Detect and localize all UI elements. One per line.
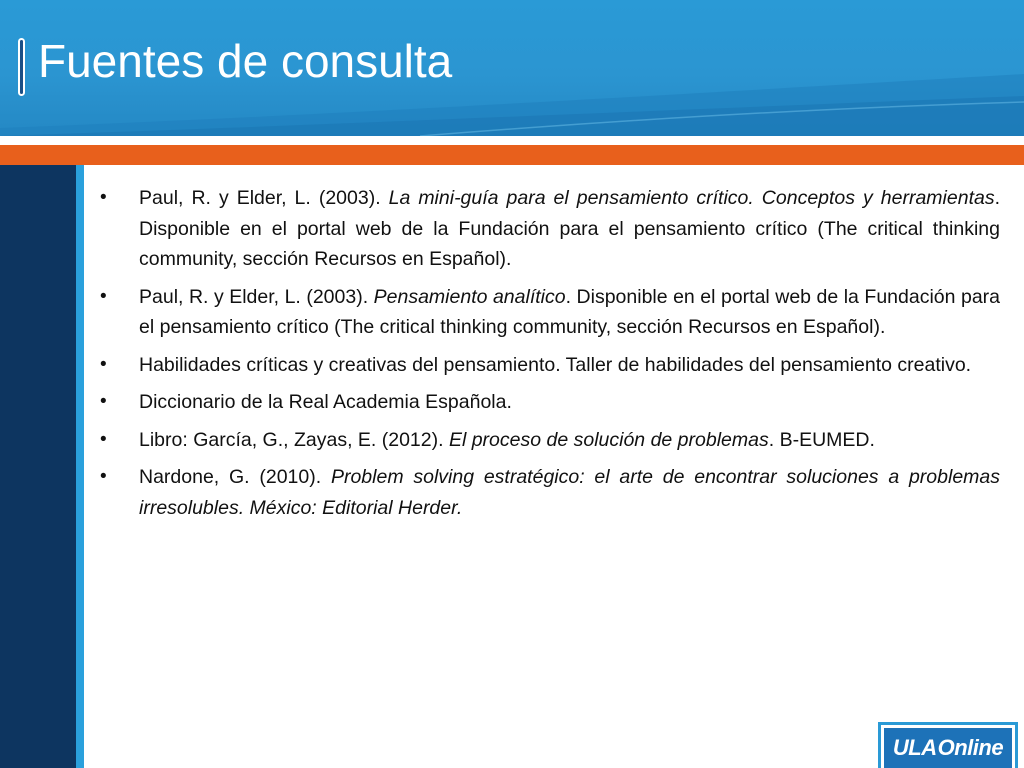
reference-list <box>100 183 1000 523</box>
reference-item <box>100 462 1000 523</box>
reference-title: Pensamiento analítico <box>373 285 566 308</box>
header-banner <box>0 0 1024 136</box>
logo-mark: ULA <box>892 735 937 760</box>
sidebar-navy-stripe <box>0 165 76 768</box>
bullet-marker: • <box>100 285 107 307</box>
bullet-marker: • <box>100 466 107 487</box>
bullet-marker: • <box>100 353 107 375</box>
reference-text: Libro: García, G., Zayas, E. (2012). <box>139 428 449 451</box>
bullet-marker: • <box>100 428 107 450</box>
bullet-marker: • <box>100 187 107 208</box>
logo-word: Online <box>937 735 1004 760</box>
reference-item <box>100 183 1000 275</box>
reference-text: Diccionario de la Real Academia Española. <box>139 391 512 413</box>
reference-title: El proceso de solución de problemas <box>448 428 769 451</box>
reference-text: Paul, R. y Elder, L. (2003). <box>139 285 374 308</box>
reference-item <box>100 387 1000 418</box>
reference-item <box>100 282 1000 343</box>
reference-title: La mini-guía para el pensamiento crítico. Conceptos y herramientas <box>388 187 995 209</box>
reference-text: Habilidades críticas y creativas del pensamiento. Taller de habilidades del pensamiento creativo. <box>139 353 972 376</box>
reference-title: Problem solving estratégico: el arte de encontrar soluciones a problemas irresolubles. México: Editorial Herder. <box>139 466 1000 519</box>
reference-item <box>100 425 1000 456</box>
orange-divider-bar <box>0 145 1024 165</box>
reference-text: Nardone, G. (2010). <box>139 466 331 488</box>
reference-text-tail: . Disponible en el portal web de la Fundación para el pensamiento crítico (The critical thinking community, sección Recursos en Español). <box>139 187 1001 270</box>
bullet-marker: • <box>100 391 107 412</box>
reference-item <box>100 350 1000 381</box>
reference-text-tail: . Disponible en el portal web de la Fundación para el pensamiento crítico (The critical thinking community, sección Recursos en Español). <box>139 285 1000 338</box>
ula-online-logo <box>878 722 1018 768</box>
references-content <box>100 183 1000 530</box>
reference-text: Paul, R. y Elder, L. (2003). <box>139 187 389 209</box>
sidebar-blue-stripe <box>76 165 84 768</box>
title-accent-bar <box>18 38 25 96</box>
reference-text-tail: . B-EUMED. <box>768 428 875 451</box>
logo-badge <box>884 728 1012 768</box>
page-title: Fuentes de consulta <box>38 35 453 87</box>
